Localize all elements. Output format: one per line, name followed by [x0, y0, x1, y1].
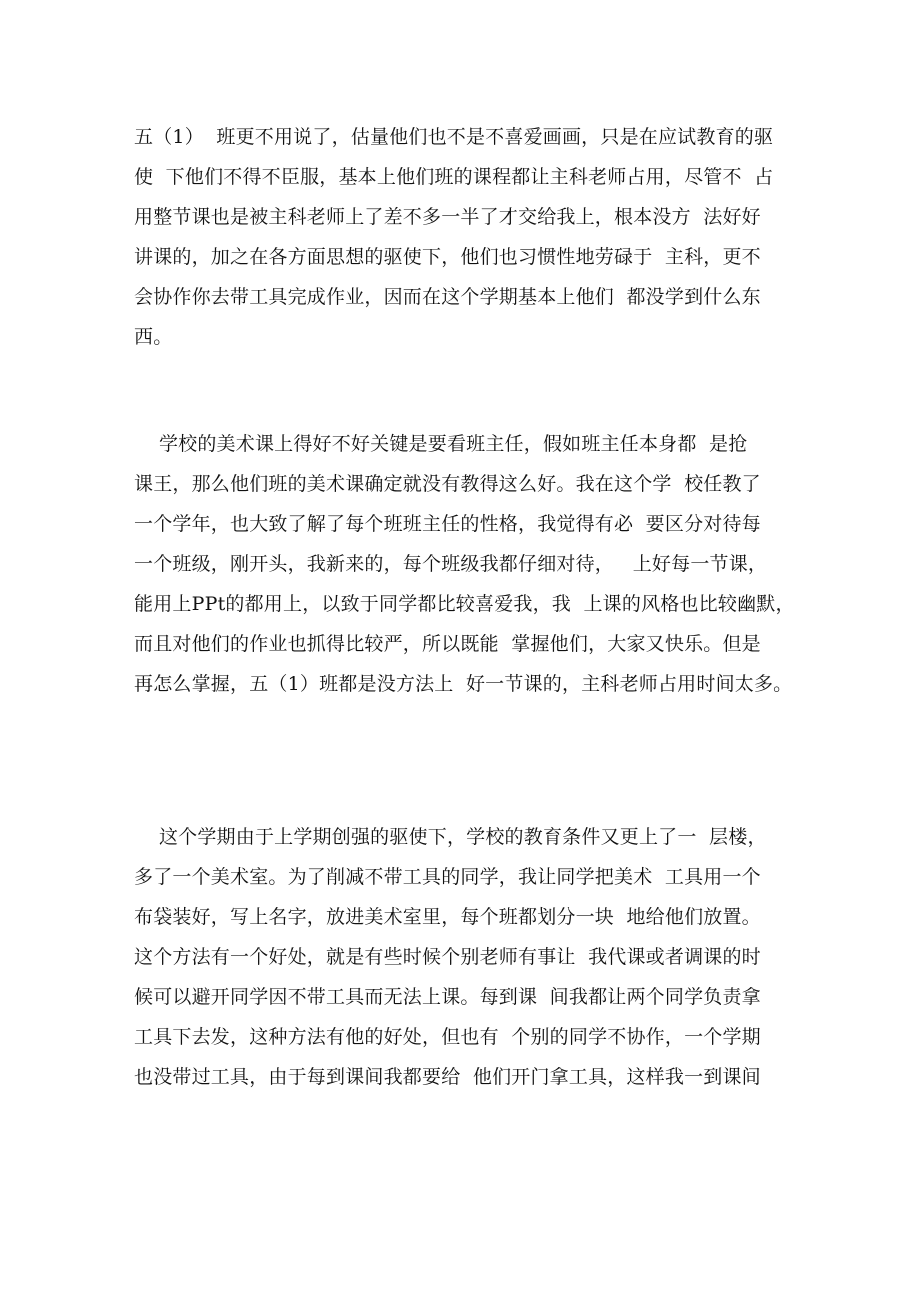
text-line: 学校的美术课上得好不好关键是要看班主任，假如班主任本身都 是抢 — [134, 433, 748, 455]
text-line: 工具下去发，这种方法有他的好处，但也有 个别的同学不协作，一个学期 — [134, 1026, 761, 1048]
text-line: 一个班级，刚开头，我新来的，每个班级我都仔细对待， 上好每一节课， — [134, 553, 768, 575]
paragraph-1 — [134, 117, 794, 357]
text-line: 这个方法有一个好处，就是有些时候个别老师有事让 我代课或者调课的时 — [134, 946, 761, 968]
text-line: 布袋装好，写上名字，放进美术室里，每个班都划分一块 地给他们放置。 — [134, 906, 761, 928]
text-line: 课王，那么他们班的美术课确定就没有教得这么好。我在这个学 校任教了 — [134, 473, 761, 495]
text-line: 这个学期由于上学期创强的驱使下，学校的教育条件又更上了一 层楼， — [134, 826, 767, 848]
text-line: 候可以避开同学因不带工具而无法上课。每到课 间我都让两个同学负责拿 — [134, 986, 761, 1008]
text-line: 西。 — [134, 326, 173, 348]
paragraph-2 — [134, 424, 794, 704]
text-line: 会协作你去带工具完成作业，因而在这个学期基本上他们 都没学到什么东 — [134, 286, 761, 308]
text-line: 一个学年，也大致了解了每个班班主任的性格，我觉得有必 要区分对待每 — [134, 513, 761, 535]
text-line: 也没带过工具，由于每到课间我都要给 他们开门拿工具，这样我一到课间 — [134, 1066, 761, 1088]
text-line: 用整节课也是被主科老师上了差不多一半了才交给我上，根本没方 法好好 — [134, 206, 761, 228]
text-line: 再怎么掌握，五（1）班都是没方法上 好一节课的，主科老师占用时间太多。 — [134, 673, 793, 695]
text-line: 五（1） 班更不用说了，估量他们也不是不喜爱画画，只是在应试教育的驱 — [134, 126, 774, 148]
text-line: 使 下他们不得不臣服，基本上他们班的课程都让主科老师占用，尽管不 占 — [134, 166, 774, 188]
text-line: 能用上PPt的都用上，以致于同学都比较喜爱我，我 上课的风格也比较幽默， — [134, 593, 795, 615]
text-line: 讲课的，加之在各方面思想的驱使下，他们也习惯性地劳碌于 主科，更不 — [134, 246, 761, 268]
text-line: 多了一个美术室。为了削减不带工具的同学，我让同学把美术 工具用一个 — [134, 866, 761, 888]
text-line: 而且对他们的作业也抓得比较严，所以既能 掌握他们，大家又快乐。但是 — [134, 633, 761, 655]
paragraph-3 — [134, 817, 794, 1097]
